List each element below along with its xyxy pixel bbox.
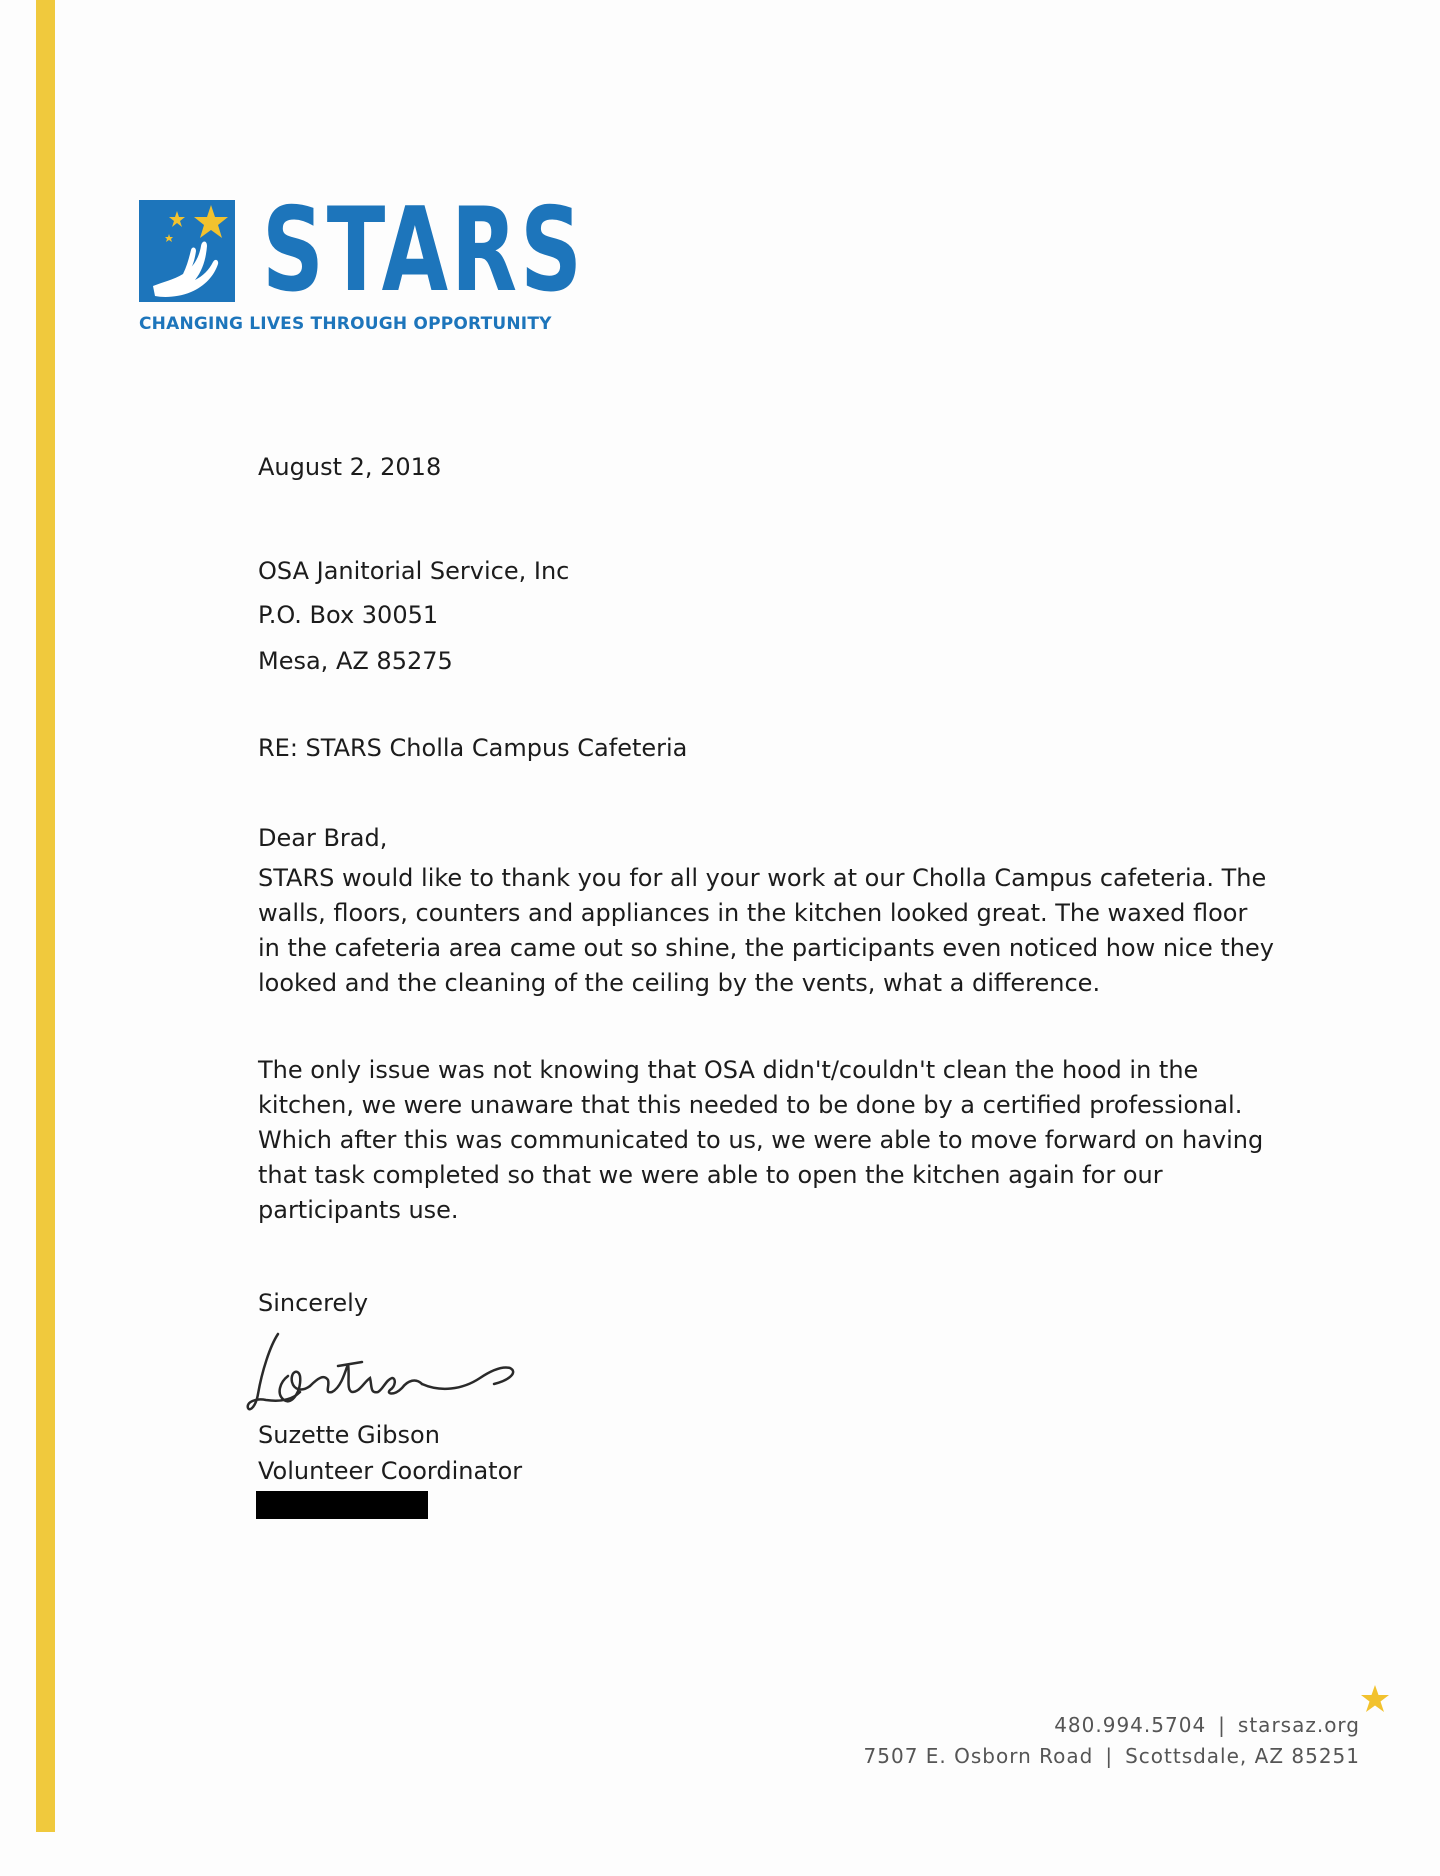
paragraph-line: The only issue was not knowing that OSA didn't/couldn't clean the hood in the bbox=[258, 1056, 1199, 1084]
stars-logo bbox=[139, 183, 585, 335]
recipient-po-box: P.O. Box 30051 bbox=[258, 601, 439, 629]
footer-street: 7507 E. Osborn Road bbox=[863, 1744, 1094, 1768]
star-icon bbox=[1360, 1684, 1390, 1714]
paragraph-line: walls, floors, counters and appliances in the kitchen looked great. The waxed floor bbox=[258, 899, 1248, 927]
hand-with-stars-icon bbox=[139, 200, 235, 302]
paragraph-line: in the cafeteria area came out so shine, the participants even noticed how nice they bbox=[258, 934, 1274, 962]
logo-tagline: CHANGING LIVES THROUGH OPPORTUNITY bbox=[139, 314, 552, 334]
letter-subject: RE: STARS Cholla Campus Cafeteria bbox=[258, 734, 688, 762]
letter-date: August 2, 2018 bbox=[258, 453, 442, 481]
redacted-block bbox=[256, 1491, 428, 1519]
letter-paragraph-2 bbox=[258, 1053, 1268, 1228]
paragraph-line: looked and the cleaning of the ceiling by the vents, what a difference. bbox=[258, 969, 1101, 997]
footer-website: starsaz.org bbox=[1237, 1713, 1360, 1737]
letter-closing: Sincerely bbox=[258, 1289, 369, 1317]
paragraph-line: kitchen, we were unaware that this needed to be done by a certified professional. bbox=[258, 1091, 1243, 1119]
footer-separator: | bbox=[1218, 1713, 1226, 1737]
recipient-city-state-zip: Mesa, AZ 85275 bbox=[258, 647, 453, 675]
recipient-name: OSA Janitorial Service, Inc bbox=[258, 557, 570, 585]
left-margin-bar bbox=[36, 0, 55, 1832]
handwritten-signature bbox=[240, 1316, 530, 1426]
paragraph-line: participants use. bbox=[258, 1196, 459, 1224]
signer-name: Suzette Gibson bbox=[258, 1421, 440, 1449]
paragraph-line: Which after this was communicated to us, we were able to move forward on having bbox=[258, 1126, 1264, 1154]
footer-city: Scottsdale, AZ 85251 bbox=[1125, 1744, 1360, 1768]
paragraph-line: STARS would like to thank you for all your work at our Cholla Campus cafeteria. The bbox=[258, 864, 1267, 892]
paragraph-line: that task completed so that we were able to open the kitchen again for our bbox=[258, 1161, 1163, 1189]
signer-title: Volunteer Coordinator bbox=[258, 1457, 523, 1485]
letter-salutation: Dear Brad, bbox=[258, 824, 388, 852]
footer-separator: | bbox=[1105, 1744, 1114, 1768]
footer-phone: 480.994.5704 bbox=[1054, 1713, 1207, 1737]
footer-contact-line bbox=[1054, 1713, 1360, 1737]
letter-paragraph-1 bbox=[258, 861, 1274, 1001]
stars-wordmark: STARS bbox=[262, 183, 585, 318]
footer-address-line bbox=[864, 1744, 1360, 1768]
